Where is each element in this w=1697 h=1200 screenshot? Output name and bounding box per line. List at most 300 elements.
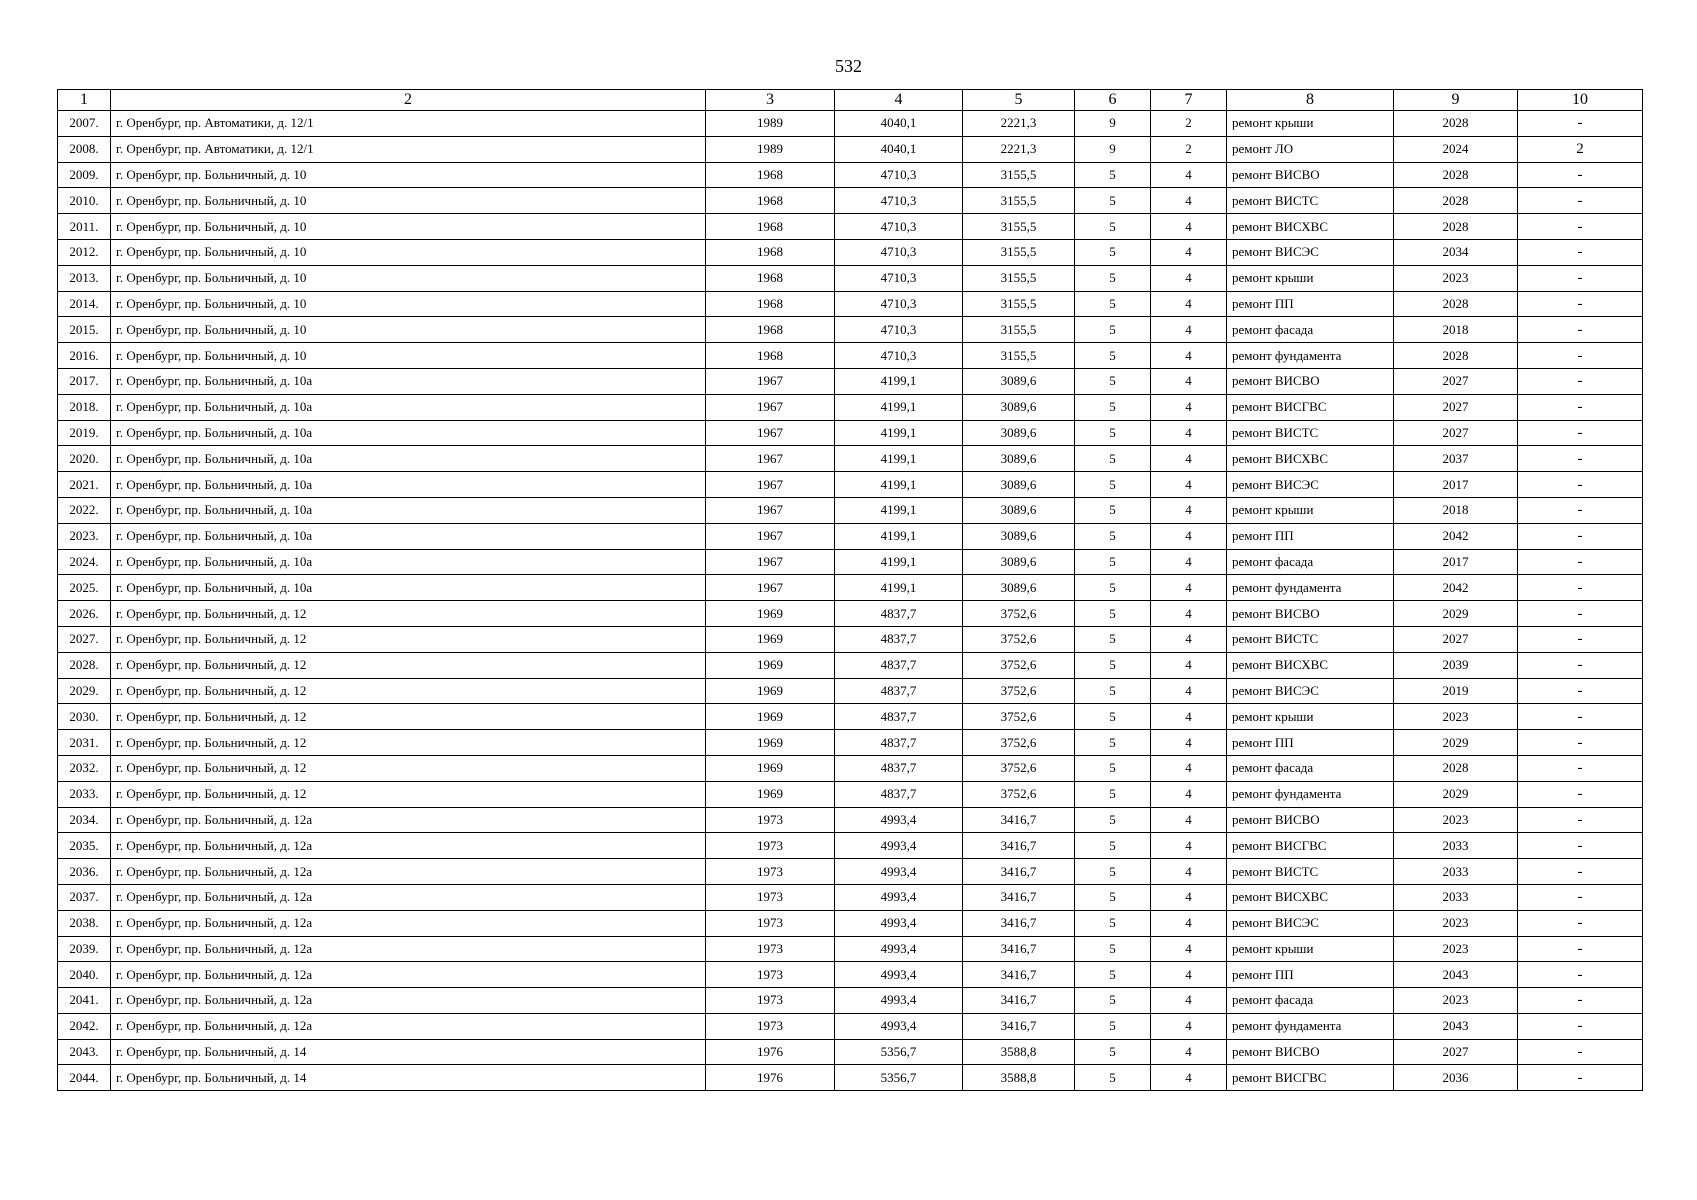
table-row (58, 884, 1643, 910)
planned-year-cell: 2027 (1394, 1039, 1518, 1065)
floors-cell: 5 (1075, 1065, 1151, 1091)
floors-cell: 5 (1075, 962, 1151, 988)
column-10-value-cell: - (1518, 317, 1643, 343)
entrances-cell: 4 (1151, 317, 1227, 343)
row-number-cell: 2043. (58, 1039, 111, 1065)
work-type-cell: ремонт ПП (1227, 523, 1394, 549)
row-number-cell: 2025. (58, 575, 111, 601)
column-10-value-cell: - (1518, 910, 1643, 936)
work-type-cell: ремонт фундамента (1227, 1013, 1394, 1039)
planned-year-cell: 2042 (1394, 523, 1518, 549)
living-area-cell: 3416,7 (963, 1013, 1075, 1039)
living-area-cell: 3089,6 (963, 368, 1075, 394)
floors-cell: 5 (1075, 265, 1151, 291)
work-type-cell: ремонт ВИСЭС (1227, 239, 1394, 265)
table-row (58, 678, 1643, 704)
year-built-cell: 1968 (706, 291, 835, 317)
work-type-cell: ремонт крыши (1227, 704, 1394, 730)
entrances-cell: 4 (1151, 265, 1227, 291)
year-built-cell: 1967 (706, 394, 835, 420)
planned-year-cell: 2043 (1394, 1013, 1518, 1039)
entrances-cell: 4 (1151, 1065, 1227, 1091)
column-10-value-cell: - (1518, 575, 1643, 601)
floors-cell: 5 (1075, 833, 1151, 859)
year-built-cell: 1973 (706, 988, 835, 1014)
planned-year-cell: 2027 (1394, 394, 1518, 420)
total-area-cell: 4040,1 (835, 111, 963, 137)
column-header: 6 (1075, 90, 1151, 111)
address-cell: г. Оренбург, пр. Больничный, д. 12а (111, 988, 706, 1014)
total-area-cell: 4993,4 (835, 962, 963, 988)
column-10-value-cell: - (1518, 214, 1643, 240)
entrances-cell: 4 (1151, 472, 1227, 498)
planned-year-cell: 2023 (1394, 988, 1518, 1014)
living-area-cell: 3588,8 (963, 1065, 1075, 1091)
work-type-cell: ремонт крыши (1227, 936, 1394, 962)
column-10-value-cell: - (1518, 239, 1643, 265)
living-area-cell: 2221,3 (963, 111, 1075, 137)
work-type-cell: ремонт ВИСВО (1227, 162, 1394, 188)
planned-year-cell: 2024 (1394, 136, 1518, 162)
floors-cell: 5 (1075, 162, 1151, 188)
total-area-cell: 4993,4 (835, 988, 963, 1014)
column-10-value-cell: - (1518, 936, 1643, 962)
planned-year-cell: 2043 (1394, 962, 1518, 988)
address-cell: г. Оренбург, пр. Больничный, д. 12а (111, 833, 706, 859)
planned-year-cell: 2036 (1394, 1065, 1518, 1091)
column-header: 3 (706, 90, 835, 111)
floors-cell: 5 (1075, 988, 1151, 1014)
floors-cell: 5 (1075, 1039, 1151, 1065)
entrances-cell: 4 (1151, 936, 1227, 962)
planned-year-cell: 2028 (1394, 343, 1518, 369)
column-10-value-cell: - (1518, 446, 1643, 472)
address-cell: г. Оренбург, пр. Больничный, д. 10 (111, 265, 706, 291)
living-area-cell: 3416,7 (963, 936, 1075, 962)
row-number-cell: 2029. (58, 678, 111, 704)
total-area-cell: 4837,7 (835, 755, 963, 781)
table-row (58, 420, 1643, 446)
total-area-cell: 4710,3 (835, 188, 963, 214)
row-number-cell: 2030. (58, 704, 111, 730)
year-built-cell: 1967 (706, 497, 835, 523)
row-number-cell: 2012. (58, 239, 111, 265)
total-area-cell: 4837,7 (835, 626, 963, 652)
work-type-cell: ремонт крыши (1227, 265, 1394, 291)
work-type-cell: ремонт фасада (1227, 988, 1394, 1014)
column-10-value-cell: - (1518, 1039, 1643, 1065)
column-header: 8 (1227, 90, 1394, 111)
year-built-cell: 1968 (706, 214, 835, 240)
table-row (58, 472, 1643, 498)
table-row (58, 833, 1643, 859)
year-built-cell: 1973 (706, 910, 835, 936)
total-area-cell: 4199,1 (835, 446, 963, 472)
floors-cell: 5 (1075, 575, 1151, 601)
year-built-cell: 1973 (706, 884, 835, 910)
year-built-cell: 1969 (706, 704, 835, 730)
table-row (58, 626, 1643, 652)
column-10-value-cell: - (1518, 859, 1643, 885)
total-area-cell: 4710,3 (835, 239, 963, 265)
entrances-cell: 4 (1151, 704, 1227, 730)
column-10-value-cell: - (1518, 833, 1643, 859)
year-built-cell: 1968 (706, 265, 835, 291)
planned-year-cell: 2034 (1394, 239, 1518, 265)
year-built-cell: 1973 (706, 833, 835, 859)
work-type-cell: ремонт ВИСТС (1227, 626, 1394, 652)
row-number-cell: 2008. (58, 136, 111, 162)
entrances-cell: 4 (1151, 781, 1227, 807)
address-cell: г. Оренбург, пр. Автоматики, д. 12/1 (111, 111, 706, 137)
work-type-cell: ремонт ВИСТС (1227, 188, 1394, 214)
year-built-cell: 1968 (706, 343, 835, 369)
table-row (58, 368, 1643, 394)
entrances-cell: 4 (1151, 188, 1227, 214)
entrances-cell: 4 (1151, 1039, 1227, 1065)
work-type-cell: ремонт фундамента (1227, 781, 1394, 807)
row-number-cell: 2011. (58, 214, 111, 240)
year-built-cell: 1973 (706, 1013, 835, 1039)
total-area-cell: 4199,1 (835, 368, 963, 394)
year-built-cell: 1976 (706, 1065, 835, 1091)
table-row (58, 652, 1643, 678)
living-area-cell: 3416,7 (963, 884, 1075, 910)
column-10-value-cell: - (1518, 884, 1643, 910)
total-area-cell: 4199,1 (835, 549, 963, 575)
planned-year-cell: 2039 (1394, 652, 1518, 678)
year-built-cell: 1969 (706, 626, 835, 652)
address-cell: г. Оренбург, пр. Больничный, д. 10а (111, 549, 706, 575)
planned-year-cell: 2033 (1394, 833, 1518, 859)
column-10-value-cell: - (1518, 807, 1643, 833)
total-area-cell: 4993,4 (835, 833, 963, 859)
floors-cell: 5 (1075, 549, 1151, 575)
planned-year-cell: 2028 (1394, 111, 1518, 137)
total-area-cell: 4199,1 (835, 472, 963, 498)
entrances-cell: 4 (1151, 214, 1227, 240)
row-number-cell: 2034. (58, 807, 111, 833)
row-number-cell: 2020. (58, 446, 111, 472)
table-row (58, 575, 1643, 601)
entrances-cell: 4 (1151, 420, 1227, 446)
year-built-cell: 1969 (706, 678, 835, 704)
column-header: 2 (111, 90, 706, 111)
work-type-cell: ремонт ВИСХВС (1227, 652, 1394, 678)
column-10-value-cell: - (1518, 601, 1643, 627)
work-type-cell: ремонт ВИСВО (1227, 807, 1394, 833)
year-built-cell: 1969 (706, 601, 835, 627)
table-row (58, 188, 1643, 214)
column-header: 7 (1151, 90, 1227, 111)
total-area-cell: 4993,4 (835, 910, 963, 936)
column-10-value-cell: - (1518, 188, 1643, 214)
table-row (58, 1065, 1643, 1091)
column-header: 4 (835, 90, 963, 111)
living-area-cell: 3752,6 (963, 678, 1075, 704)
address-cell: г. Оренбург, пр. Больничный, д. 10 (111, 188, 706, 214)
floors-cell: 5 (1075, 884, 1151, 910)
planned-year-cell: 2028 (1394, 188, 1518, 214)
entrances-cell: 4 (1151, 239, 1227, 265)
planned-year-cell: 2023 (1394, 936, 1518, 962)
row-number-cell: 2016. (58, 343, 111, 369)
entrances-cell: 2 (1151, 111, 1227, 137)
floors-cell: 5 (1075, 214, 1151, 240)
table-row (58, 601, 1643, 627)
row-number-cell: 2042. (58, 1013, 111, 1039)
work-type-cell: ремонт крыши (1227, 497, 1394, 523)
floors-cell: 5 (1075, 626, 1151, 652)
living-area-cell: 2221,3 (963, 136, 1075, 162)
row-number-cell: 2023. (58, 523, 111, 549)
planned-year-cell: 2029 (1394, 601, 1518, 627)
row-number-cell: 2035. (58, 833, 111, 859)
planned-year-cell: 2027 (1394, 420, 1518, 446)
column-10-value-cell: - (1518, 368, 1643, 394)
table-row (58, 446, 1643, 472)
floors-cell: 9 (1075, 111, 1151, 137)
address-cell: г. Оренбург, пр. Больничный, д. 12а (111, 807, 706, 833)
address-cell: г. Оренбург, пр. Больничный, д. 10а (111, 420, 706, 446)
table-row (58, 962, 1643, 988)
planned-year-cell: 2028 (1394, 755, 1518, 781)
table-row (58, 317, 1643, 343)
total-area-cell: 4199,1 (835, 420, 963, 446)
year-built-cell: 1967 (706, 549, 835, 575)
work-type-cell: ремонт фасада (1227, 549, 1394, 575)
floors-cell: 5 (1075, 859, 1151, 885)
row-number-cell: 2021. (58, 472, 111, 498)
row-number-cell: 2031. (58, 730, 111, 756)
address-cell: г. Оренбург, пр. Больничный, д. 12 (111, 755, 706, 781)
column-10-value-cell: - (1518, 111, 1643, 137)
work-type-cell: ремонт ВИСВО (1227, 1039, 1394, 1065)
work-type-cell: ремонт ВИСЭС (1227, 910, 1394, 936)
row-number-cell: 2013. (58, 265, 111, 291)
floors-cell: 5 (1075, 420, 1151, 446)
floors-cell: 5 (1075, 343, 1151, 369)
address-cell: г. Оренбург, пр. Больничный, д. 12а (111, 884, 706, 910)
year-built-cell: 1973 (706, 859, 835, 885)
column-header: 9 (1394, 90, 1518, 111)
row-number-cell: 2028. (58, 652, 111, 678)
work-type-cell: ремонт ВИСТС (1227, 859, 1394, 885)
work-type-cell: ремонт фасада (1227, 317, 1394, 343)
year-built-cell: 1969 (706, 781, 835, 807)
floors-cell: 5 (1075, 781, 1151, 807)
living-area-cell: 3416,7 (963, 962, 1075, 988)
table-row (58, 394, 1643, 420)
entrances-cell: 4 (1151, 962, 1227, 988)
row-number-cell: 2032. (58, 755, 111, 781)
address-cell: г. Оренбург, пр. Больничный, д. 14 (111, 1065, 706, 1091)
planned-year-cell: 2018 (1394, 317, 1518, 343)
row-number-cell: 2007. (58, 111, 111, 137)
table-row (58, 136, 1643, 162)
floors-cell: 5 (1075, 1013, 1151, 1039)
planned-year-cell: 2023 (1394, 910, 1518, 936)
column-10-value-cell: - (1518, 1013, 1643, 1039)
work-type-cell: ремонт ПП (1227, 962, 1394, 988)
living-area-cell: 3089,6 (963, 523, 1075, 549)
living-area-cell: 3155,5 (963, 188, 1075, 214)
floors-cell: 5 (1075, 394, 1151, 420)
planned-year-cell: 2019 (1394, 678, 1518, 704)
column-header: 10 (1518, 90, 1643, 111)
table-row (58, 807, 1643, 833)
work-type-cell: ремонт ВИСХВС (1227, 214, 1394, 240)
year-built-cell: 1968 (706, 162, 835, 188)
total-area-cell: 4199,1 (835, 523, 963, 549)
table-row (58, 1013, 1643, 1039)
row-number-cell: 2039. (58, 936, 111, 962)
work-type-cell: ремонт ВИСВО (1227, 368, 1394, 394)
entrances-cell: 4 (1151, 833, 1227, 859)
floors-cell: 5 (1075, 755, 1151, 781)
floors-cell: 5 (1075, 704, 1151, 730)
work-type-cell: ремонт фундамента (1227, 343, 1394, 369)
column-10-value-cell: - (1518, 497, 1643, 523)
table-row (58, 781, 1643, 807)
row-number-cell: 2044. (58, 1065, 111, 1091)
living-area-cell: 3089,6 (963, 575, 1075, 601)
page-number: 532 (835, 56, 862, 76)
entrances-cell: 4 (1151, 446, 1227, 472)
year-built-cell: 1989 (706, 136, 835, 162)
row-number-cell: 2015. (58, 317, 111, 343)
entrances-cell: 4 (1151, 601, 1227, 627)
housing-repair-table (57, 89, 1643, 1091)
column-header: 1 (58, 90, 111, 111)
year-built-cell: 1989 (706, 111, 835, 137)
total-area-cell: 4710,3 (835, 291, 963, 317)
row-number-cell: 2041. (58, 988, 111, 1014)
floors-cell: 5 (1075, 730, 1151, 756)
floors-cell: 5 (1075, 910, 1151, 936)
planned-year-cell: 2023 (1394, 704, 1518, 730)
work-type-cell: ремонт ВИСГВС (1227, 394, 1394, 420)
living-area-cell: 3155,5 (963, 265, 1075, 291)
work-type-cell: ремонт фасада (1227, 755, 1394, 781)
address-cell: г. Оренбург, пр. Больничный, д. 10а (111, 472, 706, 498)
living-area-cell: 3089,6 (963, 549, 1075, 575)
floors-cell: 5 (1075, 291, 1151, 317)
living-area-cell: 3416,7 (963, 988, 1075, 1014)
work-type-cell: ремонт ПП (1227, 291, 1394, 317)
living-area-cell: 3588,8 (963, 1039, 1075, 1065)
planned-year-cell: 2023 (1394, 265, 1518, 291)
address-cell: г. Оренбург, пр. Больничный, д. 12 (111, 781, 706, 807)
work-type-cell: ремонт фундамента (1227, 575, 1394, 601)
address-cell: г. Оренбург, пр. Больничный, д. 12 (111, 730, 706, 756)
living-area-cell: 3416,7 (963, 807, 1075, 833)
work-type-cell: ремонт ВИСХВС (1227, 446, 1394, 472)
table-row (58, 910, 1643, 936)
table-row (58, 523, 1643, 549)
year-built-cell: 1967 (706, 523, 835, 549)
entrances-cell: 4 (1151, 910, 1227, 936)
column-10-value-cell: - (1518, 265, 1643, 291)
entrances-cell: 4 (1151, 523, 1227, 549)
address-cell: г. Оренбург, пр. Больничный, д. 12а (111, 936, 706, 962)
total-area-cell: 4837,7 (835, 730, 963, 756)
table-row (58, 730, 1643, 756)
living-area-cell: 3416,7 (963, 910, 1075, 936)
living-area-cell: 3752,6 (963, 626, 1075, 652)
total-area-cell: 4993,4 (835, 807, 963, 833)
planned-year-cell: 2017 (1394, 549, 1518, 575)
living-area-cell: 3752,6 (963, 755, 1075, 781)
row-number-cell: 2009. (58, 162, 111, 188)
address-cell: г. Оренбург, пр. Больничный, д. 12 (111, 652, 706, 678)
entrances-cell: 4 (1151, 343, 1227, 369)
header-row (58, 90, 1643, 111)
year-built-cell: 1973 (706, 807, 835, 833)
year-built-cell: 1973 (706, 962, 835, 988)
total-area-cell: 4710,3 (835, 317, 963, 343)
entrances-cell: 4 (1151, 807, 1227, 833)
entrances-cell: 4 (1151, 859, 1227, 885)
planned-year-cell: 2033 (1394, 884, 1518, 910)
floors-cell: 5 (1075, 188, 1151, 214)
column-10-value-cell: - (1518, 549, 1643, 575)
column-10-value-cell: - (1518, 962, 1643, 988)
table-row (58, 265, 1643, 291)
column-10-value-cell: - (1518, 781, 1643, 807)
total-area-cell: 4710,3 (835, 265, 963, 291)
column-10-value-cell: - (1518, 678, 1643, 704)
address-cell: г. Оренбург, пр. Больничный, д. 10 (111, 291, 706, 317)
table-body (58, 111, 1643, 1091)
table-row (58, 214, 1643, 240)
address-cell: г. Оренбург, пр. Больничный, д. 12 (111, 704, 706, 730)
living-area-cell: 3155,5 (963, 291, 1075, 317)
planned-year-cell: 2023 (1394, 807, 1518, 833)
address-cell: г. Оренбург, пр. Больничный, д. 10 (111, 239, 706, 265)
column-10-value-cell: - (1518, 291, 1643, 317)
floors-cell: 5 (1075, 368, 1151, 394)
total-area-cell: 4837,7 (835, 601, 963, 627)
address-cell: г. Оренбург, пр. Больничный, д. 10а (111, 575, 706, 601)
planned-year-cell: 2033 (1394, 859, 1518, 885)
entrances-cell: 4 (1151, 755, 1227, 781)
living-area-cell: 3155,5 (963, 214, 1075, 240)
address-cell: г. Оренбург, пр. Больничный, д. 10 (111, 214, 706, 240)
living-area-cell: 3089,6 (963, 394, 1075, 420)
work-type-cell: ремонт ВИСГВС (1227, 833, 1394, 859)
floors-cell: 5 (1075, 317, 1151, 343)
table-row (58, 859, 1643, 885)
floors-cell: 5 (1075, 678, 1151, 704)
address-cell: г. Оренбург, пр. Больничный, д. 10а (111, 394, 706, 420)
year-built-cell: 1968 (706, 317, 835, 343)
entrances-cell: 4 (1151, 394, 1227, 420)
address-cell: г. Оренбург, пр. Больничный, д. 12а (111, 910, 706, 936)
entrances-cell: 4 (1151, 368, 1227, 394)
total-area-cell: 4199,1 (835, 497, 963, 523)
table-row (58, 988, 1643, 1014)
address-cell: г. Оренбург, пр. Больничный, д. 10 (111, 317, 706, 343)
living-area-cell: 3089,6 (963, 446, 1075, 472)
address-cell: г. Оренбург, пр. Больничный, д. 14 (111, 1039, 706, 1065)
work-type-cell: ремонт ВИСЭС (1227, 472, 1394, 498)
floors-cell: 5 (1075, 652, 1151, 678)
column-10-value-cell: - (1518, 162, 1643, 188)
total-area-cell: 4993,4 (835, 936, 963, 962)
address-cell: г. Оренбург, пр. Больничный, д. 10а (111, 446, 706, 472)
year-built-cell: 1967 (706, 446, 835, 472)
